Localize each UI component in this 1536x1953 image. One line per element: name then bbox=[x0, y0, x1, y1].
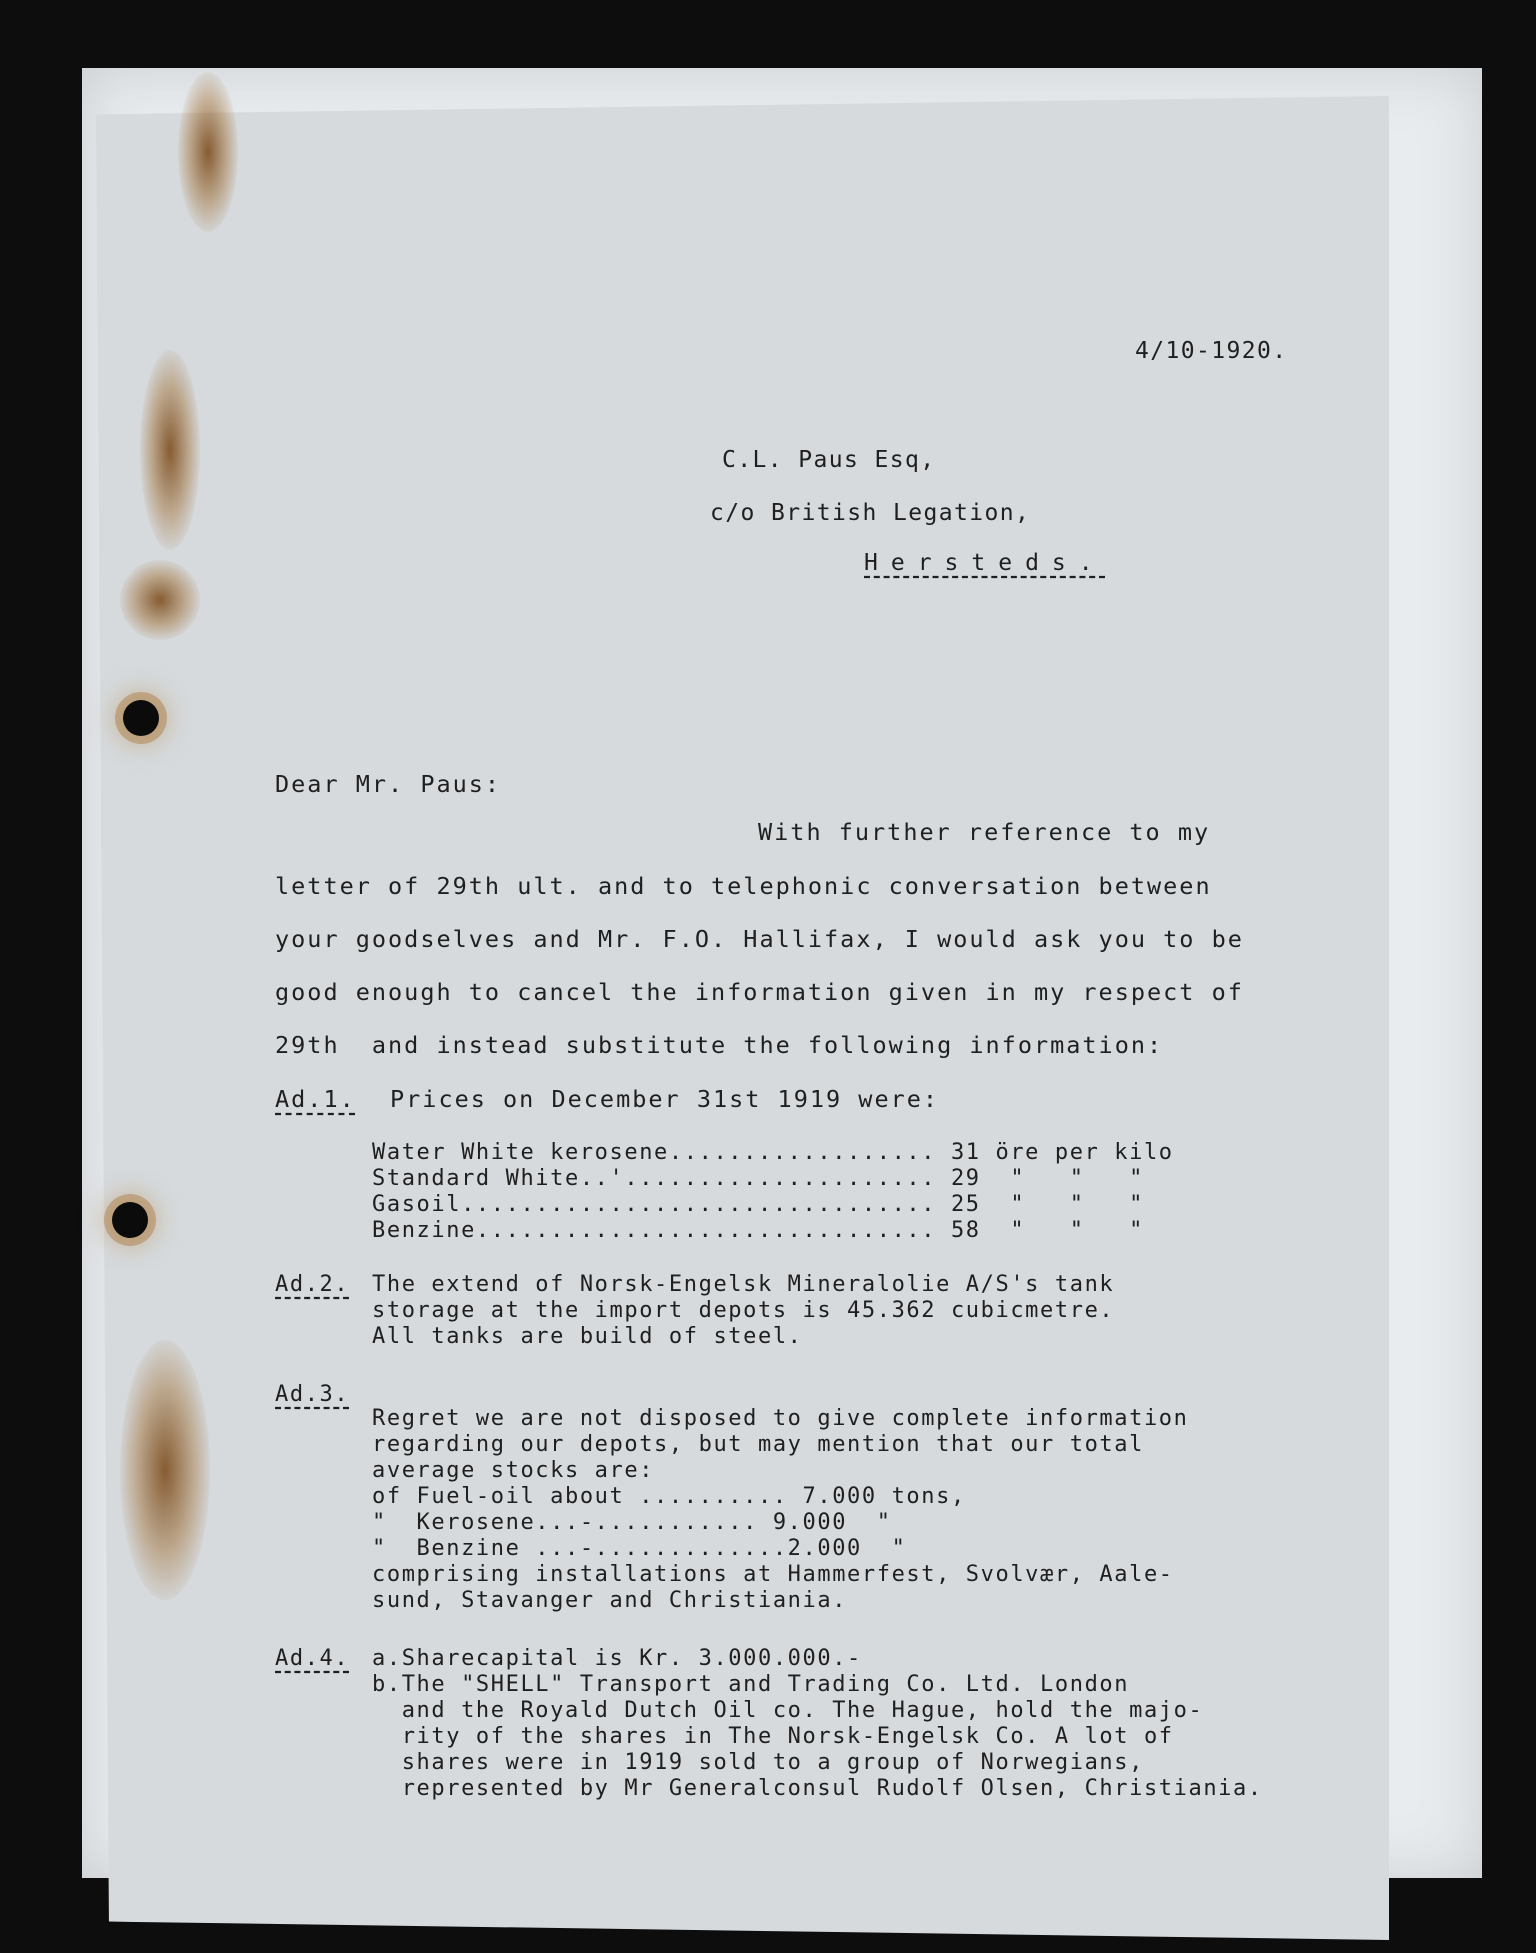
ad3-line: regarding our depots, but may mention that our total bbox=[372, 1432, 1144, 1457]
ad3-line: of Fuel-oil about .......... 7.000 tons, bbox=[372, 1484, 966, 1509]
ad2-label: Ad.2. bbox=[275, 1272, 350, 1297]
ad1-label: Ad.1. bbox=[275, 1085, 356, 1113]
ad2-line: The extend of Norsk-Engelsk Mineralolie A/S's tank bbox=[372, 1272, 1115, 1297]
rust-stain bbox=[120, 1340, 210, 1600]
ad2-line: storage at the import depots is 45.362 cubicmetre. bbox=[372, 1298, 1115, 1323]
rust-stain bbox=[178, 72, 238, 232]
price-row: Benzine............................... 58 " " " bbox=[372, 1218, 1144, 1243]
ad4-line: b.The "SHELL" Transport and Trading Co. Ltd. London bbox=[372, 1672, 1130, 1697]
rust-stain bbox=[140, 350, 200, 550]
price-row: Gasoil................................ 25 " " " bbox=[372, 1192, 1144, 1217]
ad3-line: average stocks are: bbox=[372, 1458, 655, 1483]
punch-hole bbox=[123, 700, 159, 736]
recipient-location: Hersteds. bbox=[864, 550, 1106, 576]
ad3-line: " Benzine ...-.............2.000 " bbox=[372, 1536, 907, 1561]
ad4-line: rity of the shares in The Norsk-Engelsk Co. A lot of bbox=[372, 1724, 1174, 1749]
rust-stain bbox=[120, 560, 200, 640]
price-row: Standard White..'..................... 29 " " " bbox=[372, 1166, 1144, 1191]
ad2-line: All tanks are build of steel. bbox=[372, 1324, 803, 1349]
body-line: With further reference to my bbox=[758, 818, 1211, 846]
price-row: Water White kerosene.................. 31 öre per kilo bbox=[372, 1140, 1174, 1165]
ad3-line: comprising installations at Hammerfest, Svolvær, Aale- bbox=[372, 1562, 1174, 1587]
ad4-line: shares were in 1919 sold to a group of Norwegians, bbox=[372, 1750, 1144, 1775]
ad3-line: " Kerosene...-........... 9.000 " bbox=[372, 1510, 892, 1535]
recipient-name: C.L. Paus Esq, bbox=[722, 447, 936, 473]
ad3-line: Regret we are not disposed to give complete information bbox=[372, 1406, 1189, 1431]
ad4-line: a.Sharecapital is Kr. 3.000.000.- bbox=[372, 1646, 862, 1671]
letter-date: 4/10-1920. bbox=[1135, 338, 1288, 364]
body-line: letter of 29th ult. and to telephonic conversation between bbox=[275, 872, 1212, 900]
recipient-organization: c/o British Legation, bbox=[710, 500, 1031, 526]
ad1-text: Prices on December 31st 1919 were: bbox=[390, 1085, 940, 1113]
ad4-label: Ad.4. bbox=[275, 1646, 350, 1671]
ad3-line: sund, Stavanger and Christiania. bbox=[372, 1588, 848, 1613]
ad4-line: and the Royald Dutch Oil co. The Hague, hold the majo- bbox=[372, 1698, 1204, 1723]
salutation: Dear Mr. Paus: bbox=[275, 770, 502, 798]
ad3-label: Ad.3. bbox=[275, 1382, 350, 1407]
body-line: your goodselves and Mr. F.O. Hallifax, I would ask you to be bbox=[275, 925, 1244, 953]
ad4-line: represented by Mr Generalconsul Rudolf Olsen, Christiania. bbox=[372, 1776, 1263, 1801]
punch-hole bbox=[112, 1202, 148, 1238]
body-line: good enough to cancel the information given in my respect of bbox=[275, 978, 1244, 1006]
body-line: 29th and instead substitute the following information: bbox=[275, 1031, 1164, 1059]
